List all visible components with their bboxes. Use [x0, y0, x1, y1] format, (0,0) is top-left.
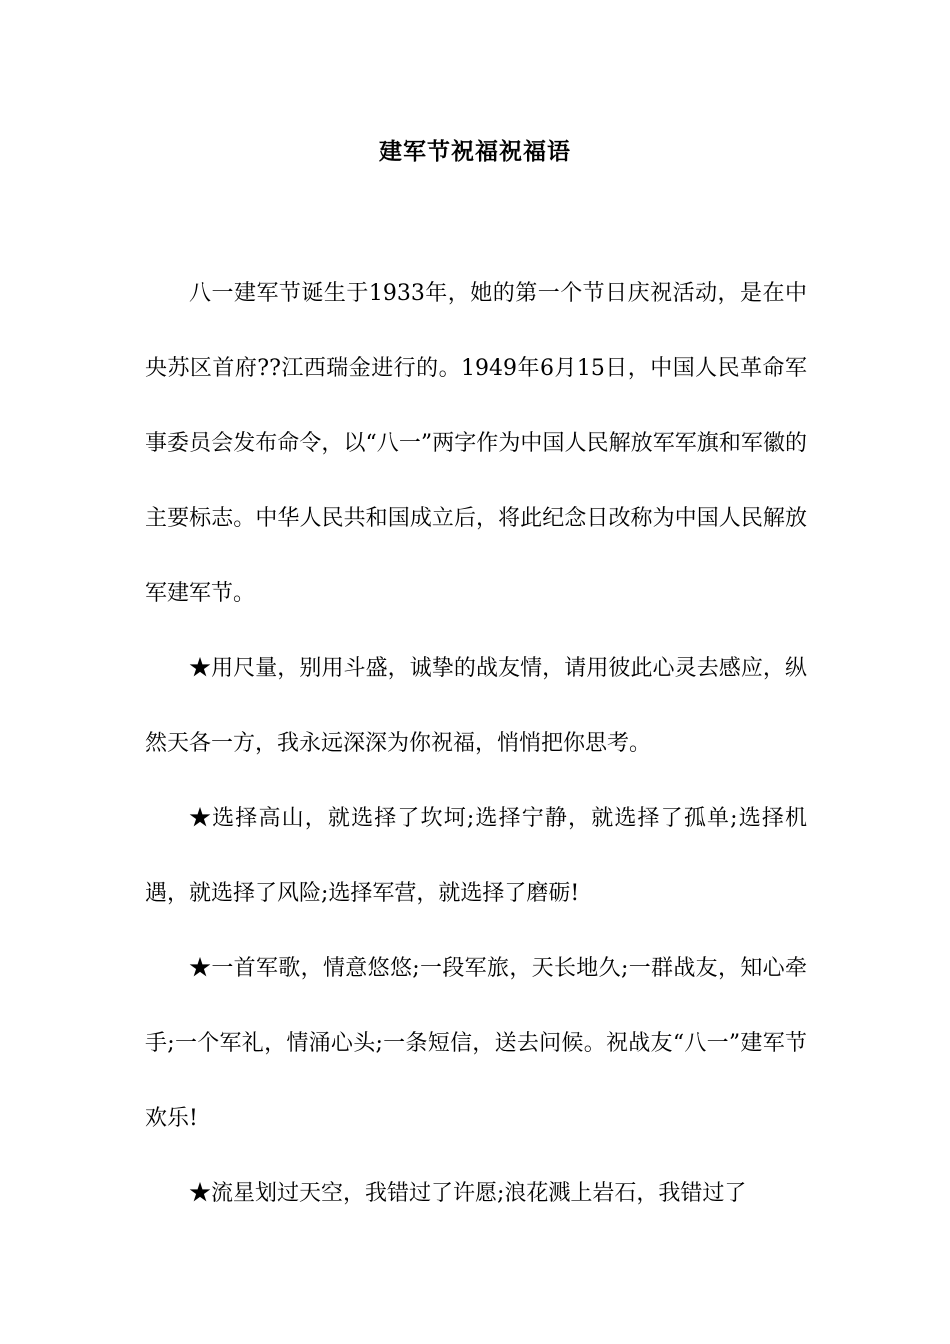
paragraph-history: 八一建军节诞生于1933年，她的第一个节日庆祝活动，是在中央苏区首府??江西瑞金进行的。1949年6月15日，中国人民革命军事委员会发布命令，以“八一”两字作为中国人民解放军军旗和军徽的主要标志。中华人民共和国成立后，将此纪念日改称为中国人民解放军建军节。	[145, 281, 807, 606]
paragraph-blessing-2: ★选择高山，就选择了坎坷;选择宁静，就选择了孤单;选择机遇，就选择了风险;选择军营，就选择了磨砺!	[145, 806, 807, 906]
document-body	[145, 256, 807, 1231]
paragraph-blessing-4: ★流星划过天空，我错过了许愿;浪花溅上岩石，我错过了	[189, 1181, 747, 1206]
paragraph-blessing-3: ★一首军歌，情意悠悠;一段军旅，天长地久;一群战友，知心牵手;一个军礼，情涌心头;一条短信，送去问候。祝战友“八一”建军节欢乐!	[145, 956, 807, 1131]
document-title: 建军节祝福祝福语	[379, 138, 571, 165]
paragraph-blessing-1: ★用尺量，别用斗盛，诚挚的战友情，请用彼此心灵去感应，纵然天各一方，我永远深深为你祝福，悄悄把你思考。	[145, 656, 807, 756]
